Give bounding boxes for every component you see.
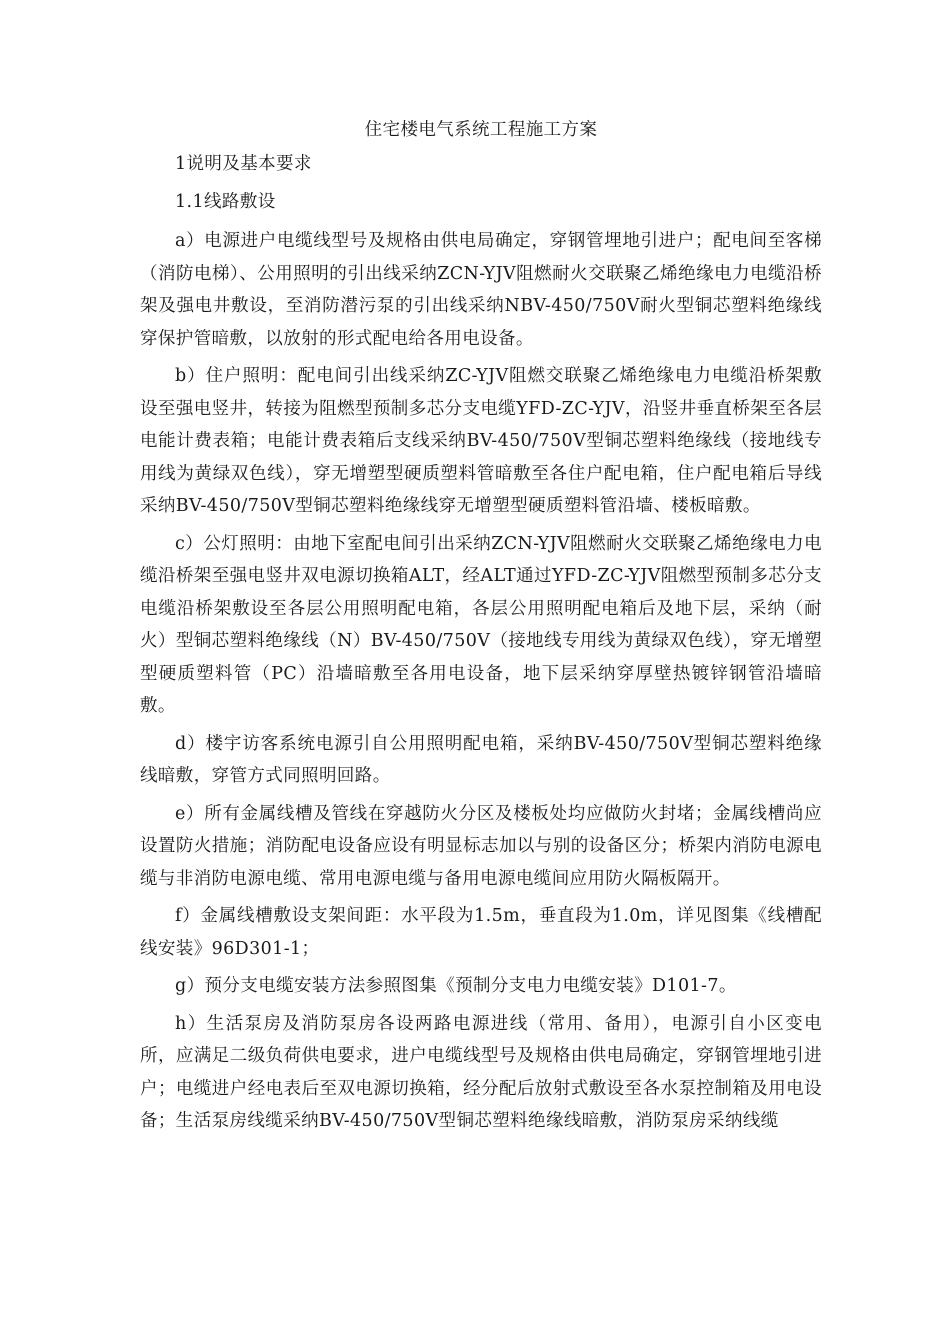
- document-body: [140, 115, 822, 1143]
- subsection-heading: 1.1线路敷设: [175, 192, 276, 212]
- paragraph-g: g）预分支电缆安装方法参照图集《预制分支电力电缆安装》D101-7。: [175, 976, 737, 996]
- paragraph-e: e）所有金属线槽及管线在穿越防火分区及楼板处均应做防火封堵；金属线槽尚应设置防火措施；消防配电设备应设有明显标志加以与别的设备区分；桥架内消防电源电缆与非消防电源电缆、常用电源电缆与备用电源电缆间应用防火隔板隔开。: [140, 803, 822, 889]
- paragraph-f: f）金属线槽敷设支架间距：水平段为1.5m，垂直段为1.0m，详见图集《线槽配线安装》96D301-1；: [140, 906, 822, 959]
- paragraph-h: h）生活泵房及消防泵房各设两路电源进线（常用、备用），电源引自小区变电所，应满足二级负荷供电要求，进户电缆线型号及规格由供电局确定，穿钢管埋地引进户；电缆进户经电表后至双电源切换箱，经分配后放射式敷设至各水泵控制箱及用电设备；生活泵房线缆采纳BV-450/750V型铜芯塑料绝缘线暗敷，消防泵房采纳线缆: [140, 1013, 822, 1131]
- paragraph-b: b）住户照明：配电间引出线采纳ZC-YJV阻燃交联聚乙烯绝缘电力电缆沿桥架敷设至强电竖井，转接为阻燃型预制多芯分支电缆YFD-ZC-YJV，沿竖井垂直桥架至各层电能计费表箱；电能计费表箱后支线采纳BV-450/750V型铜芯塑料绝缘线（接地线专用线为黄绿双色线），穿无增塑型硬质塑料管暗敷至各住户配电箱，住户配电箱后导线采纳BV-450/750V型铜芯塑料绝缘线穿无增塑型硬质塑料管沿墙、楼板暗敷。: [140, 366, 822, 516]
- document-title: 住宅楼电气系统工程施工方案: [364, 120, 598, 140]
- paragraph-a: a）电源进户电缆线型号及规格由供电局确定，穿钢管埋地引进户；配电间至客梯（消防电梯）、公用照明的引出线采纳ZCN-YJV阻燃耐火交联聚乙烯绝缘电力电缆沿桥架及强电井敷设，至消防潜污泵的引出线采纳NBV-450/750V耐火型铜芯塑料绝缘线穿保护管暗敷，以放射的形式配电给各用电设备。: [140, 231, 822, 349]
- paragraph-c: c）公灯照明：由地下室配电间引出采纳ZCN-YJV阻燃耐火交联聚乙烯绝缘电力电缆沿桥架至强电竖井双电源切换箱ALT，经ALT通过YFD-ZC-YJV阻燃型预制多芯分支电缆沿桥架敷设至各层公用照明配电箱，各层公用照明配电箱后及地下层，采纳（耐火）型铜芯塑料绝缘线（N）BV-450/750V（接地线专用线为黄绿双色线），穿无增塑型硬质塑料管（PC）沿墙暗敷至各用电设备，地下层采纳穿厚壁热镀锌钢管沿墙暗敷。: [140, 533, 822, 716]
- paragraph-d: d）楼宇访客系统电源引自公用照明配电箱，采纳BV-450/750V型铜芯塑料绝缘线暗敷，穿管方式同照明回路。: [140, 733, 822, 786]
- section-heading: 1说明及基本要求: [175, 154, 312, 174]
